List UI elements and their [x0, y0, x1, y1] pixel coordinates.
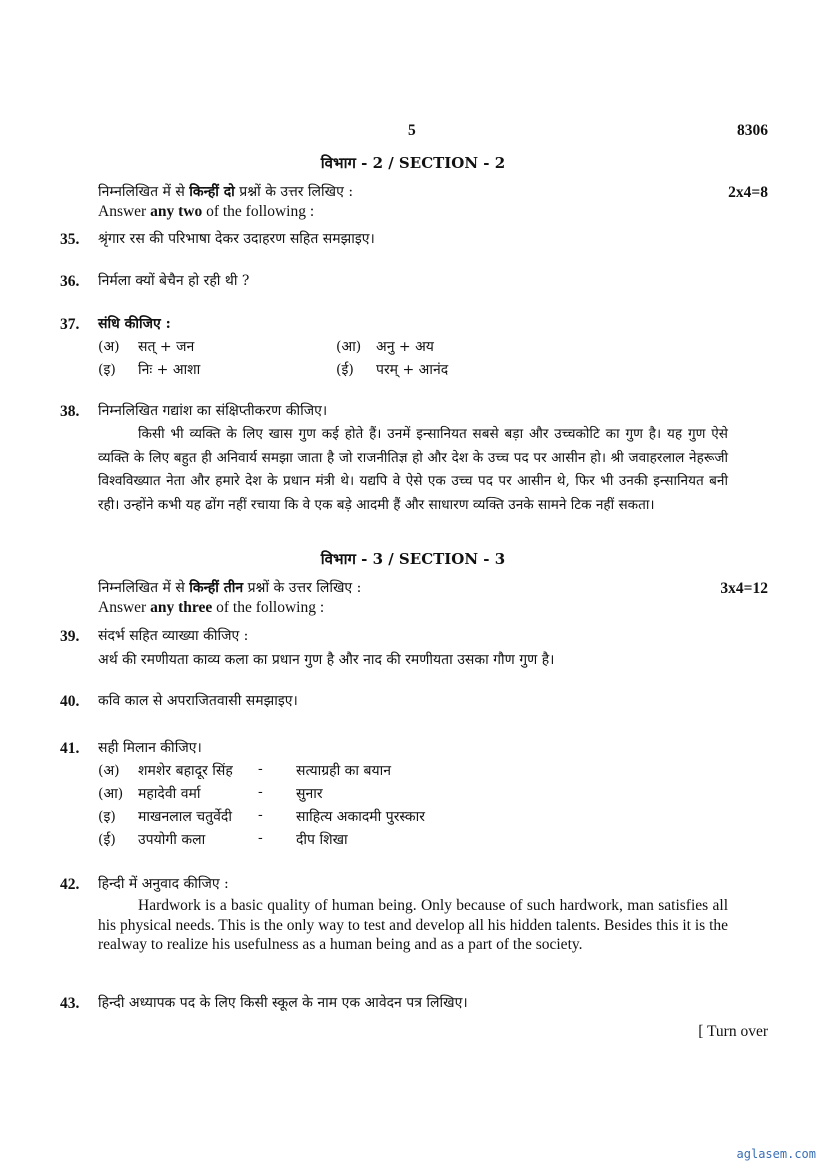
- q37-option-ii-label: (ई): [336, 362, 354, 378]
- question-42-title: हिन्दी में अनुवाद कीजिए :: [98, 876, 229, 892]
- question-35-text: श्रृंगार रस की परिभाषा देकर उदाहरण सहित समझाइए।: [98, 231, 375, 247]
- q37-option-a-text: सत् + जन: [138, 339, 195, 355]
- section-3-instruction-hindi: निम्नलिखित में से किन्हीं तीन प्रश्नों के उत्तर लिखिए :: [98, 580, 362, 596]
- section-2-heading: विभाग - 2 / SECTION - 2: [320, 154, 506, 172]
- q41-row-right: साहित्य अकादमी पुरस्कार: [296, 809, 425, 825]
- question-39-text: अर्थ की रमणीयता काव्य कला का प्रधान गुण है और नाद की रमणीयता उसका गौण गुण है।: [98, 652, 555, 668]
- q41-row-label: (इ): [98, 809, 116, 825]
- section-2-instruction-english: Answer any two of the following :: [98, 203, 315, 220]
- q41-row-left: माखनलाल चतुर्वेदी: [138, 809, 232, 825]
- q41-row-label: (ई): [98, 832, 116, 848]
- question-39-title: संदर्भ सहित व्याख्या कीजिए :: [98, 628, 249, 644]
- paper-code: 8306: [737, 122, 768, 139]
- section-3-heading: विभाग - 3 / SECTION - 3: [320, 550, 506, 568]
- q41-row-right: दीप शिखा: [296, 832, 348, 848]
- question-41-number: 41.: [60, 740, 80, 757]
- q37-option-i-label: (इ): [98, 362, 116, 378]
- question-37-title: संधि कीजिए :: [98, 316, 171, 332]
- question-43-text: हिन्दी अध्यापक पद के लिए किसी स्कूल के नाम एक आवेदन पत्र लिखिए।: [98, 995, 468, 1011]
- question-38-title: निम्नलिखित गद्यांश का संक्षिप्तीकरण कीजिए।: [98, 403, 328, 419]
- q41-row-dash: -: [258, 830, 263, 846]
- q41-row-dash: -: [258, 784, 263, 800]
- q41-row-right: सत्याग्रही का बयान: [296, 763, 392, 779]
- q41-row-label: (अ): [98, 763, 120, 779]
- q37-option-a-label: (अ): [98, 339, 120, 355]
- question-40-number: 40.: [60, 693, 80, 710]
- watermark-url: aglasem.com: [736, 1147, 816, 1161]
- q37-option-aa-label: (आ): [336, 339, 362, 355]
- question-38-number: 38.: [60, 403, 80, 420]
- turn-over-label: [ Turn over: [698, 1023, 768, 1040]
- question-39-number: 39.: [60, 628, 80, 645]
- question-36-number: 36.: [60, 273, 80, 290]
- question-38-passage: किसी भी व्यक्ति के लिए खास गुण कई होते हैं। उनमें इन्सानियत सबसे बड़ा और उच्चकोटि का गुण है। यह गुण ऐसे व्यक्ति के लिए बहुत ही अनिवार्य समझा जाता है जो राजनीतिज्ञ हो और देश के उच्च पद पर आसीन हो। श्री जवाहरलाल नेहरूजी विश्वविख्यात नेता और हमारे देश के प्रधान मंत्री थे। यद्यपि वे ऐसे एक उच्च पद पर आसीन थे, फिर भी उनकी इन्सानियत बनी रही। उन्होंने कभी यह ढोंग नहीं रचाया कि वे एक बड़े आदमी हैं और साधारण व्यक्ति उनके सामने टिक नहीं सकता।: [98, 426, 728, 513]
- q41-row-left: महादेवी वर्मा: [138, 786, 201, 802]
- section-2-instruction-hindi: निम्नलिखित में से किन्हीं दो प्रश्नों के उत्तर लिखिए :: [98, 184, 354, 200]
- section-2-marks: 2x4=8: [728, 184, 768, 201]
- q41-row-dash: -: [258, 807, 263, 823]
- q37-option-ii-text: परम् + आनंद: [376, 362, 449, 378]
- question-43-number: 43.: [60, 995, 80, 1012]
- q41-row-left: उपयोगी कला: [138, 832, 206, 848]
- q41-row-dash: -: [258, 761, 263, 777]
- section-3-instruction-english: Answer any three of the following :: [98, 599, 325, 616]
- question-42-number: 42.: [60, 876, 80, 893]
- q37-option-i-text: निः + आशा: [138, 362, 201, 378]
- question-35-number: 35.: [60, 231, 80, 248]
- question-42-passage: Hardwork is a basic quality of human being. Only because of such hardwork, man satisfies all his physical needs. This is the only way to test and develop all his hidden talents. Besides this it is the realway to realize his usefulness as a human being and as a part of the society.: [98, 897, 728, 953]
- q41-row-label: (आ): [98, 786, 124, 802]
- section-3-marks: 3x4=12: [720, 580, 768, 597]
- question-36-text: निर्मला क्यों बेचैन हो रही थी ?: [98, 273, 250, 289]
- question-37-number: 37.: [60, 316, 80, 333]
- q37-option-aa-text: अनु + अय: [376, 339, 434, 355]
- q41-row-right: सुनार: [296, 786, 323, 802]
- q41-row-left: शमशेर बहादूर सिंह: [138, 763, 233, 779]
- page-number: 5: [408, 122, 416, 139]
- question-41-title: सही मिलान कीजिए।: [98, 740, 202, 756]
- question-40-text: कवि काल से अपराजितवासी समझाइए।: [98, 693, 298, 709]
